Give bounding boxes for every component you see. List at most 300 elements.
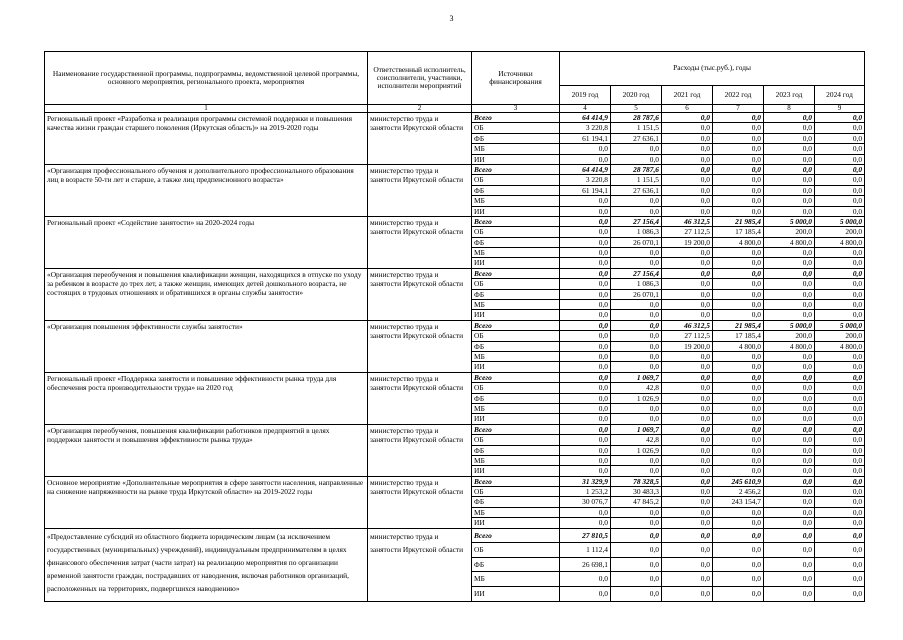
funding-source: ОБ [472, 487, 560, 497]
amount-cell: 0,0 [764, 196, 815, 206]
amount-cell: 0,0 [662, 300, 713, 310]
amount-cell: 0,0 [611, 341, 662, 351]
amount-cell: 0,0 [713, 164, 764, 174]
amount-cell: 0,0 [662, 587, 713, 602]
amount-cell: 0,0 [560, 331, 611, 341]
amount-cell: 0,0 [764, 133, 815, 143]
amount-cell: 0,0 [560, 362, 611, 372]
amount-cell: 17 185,4 [713, 227, 764, 237]
table-row [45, 320, 865, 330]
amount-cell: 0,0 [815, 310, 865, 320]
header-year: 2022 год [713, 86, 764, 105]
amount-cell: 17 185,4 [713, 331, 764, 341]
amount-cell: 46 312,5 [662, 320, 713, 330]
amount-cell: 0,0 [713, 435, 764, 445]
amount-cell: 47 845,2 [611, 497, 662, 507]
amount-cell: 0,0 [662, 557, 713, 572]
page-number: 3 [449, 14, 454, 23]
amount-cell: 0,0 [611, 154, 662, 164]
amount-cell: 0,0 [662, 543, 713, 558]
amount-cell: 0,0 [764, 289, 815, 299]
amount-cell: 5 000,0 [764, 216, 815, 226]
funding-source: ФБ [472, 393, 560, 403]
amount-cell: 0,0 [662, 133, 713, 143]
amount-cell: 0,0 [713, 185, 764, 195]
amount-cell: 0,0 [611, 572, 662, 587]
amount-cell: 0,0 [560, 289, 611, 299]
amount-cell: 0,0 [764, 300, 815, 310]
amount-cell: 0,0 [560, 383, 611, 393]
amount-cell: 0,0 [611, 455, 662, 465]
header-year: 2023 год [764, 86, 815, 105]
amount-cell: 1 253,2 [560, 487, 611, 497]
amount-cell: 0,0 [764, 424, 815, 434]
amount-cell: 200,0 [815, 331, 865, 341]
executor: министерство труда и занятости Иркутской области [368, 476, 472, 528]
amount-cell: 0,0 [713, 206, 764, 216]
amount-cell: 0,0 [815, 424, 865, 434]
funding-source: Всего [472, 113, 560, 123]
executor: министерство труда и занятости Иркутской области [368, 164, 472, 216]
amount-cell: 0,0 [815, 435, 865, 445]
amount-cell: 0,0 [713, 133, 764, 143]
amount-cell: 0,0 [815, 372, 865, 382]
amount-cell: 0,0 [713, 587, 764, 602]
amount-cell: 31 329,9 [560, 476, 611, 486]
header-year: 2024 год [815, 86, 865, 105]
amount-cell: 0,0 [662, 487, 713, 497]
amount-cell: 0,0 [815, 289, 865, 299]
amount-cell: 0,0 [560, 393, 611, 403]
funding-source: ОБ [472, 331, 560, 341]
funding-source: ОБ [472, 543, 560, 558]
amount-cell: 0,0 [662, 248, 713, 258]
funding-source: ИИ [472, 362, 560, 372]
program-name: Региональный проект «Поддержка занятости и повышение эффективности рынка труда для обеспечения роста производительности труда» на 2020 год [45, 372, 368, 424]
amount-cell: 0,0 [764, 383, 815, 393]
amount-cell: 0,0 [611, 310, 662, 320]
amount-cell: 0,0 [815, 133, 865, 143]
amount-cell: 2 456,2 [713, 487, 764, 497]
amount-cell: 0,0 [764, 435, 815, 445]
amount-cell: 26 070,1 [611, 289, 662, 299]
amount-cell: 0,0 [764, 557, 815, 572]
amount-cell: 0,0 [560, 237, 611, 247]
amount-cell: 0,0 [815, 587, 865, 602]
amount-cell: 0,0 [560, 320, 611, 330]
amount-cell: 0,0 [764, 543, 815, 558]
amount-cell: 0,0 [815, 445, 865, 455]
amount-cell: 0,0 [815, 403, 865, 413]
amount-cell: 0,0 [611, 466, 662, 476]
amount-cell: 28 787,6 [611, 164, 662, 174]
amount-cell: 0,0 [662, 476, 713, 486]
amount-cell: 26 070,1 [611, 237, 662, 247]
header-year: 2019 год [560, 86, 611, 105]
amount-cell: 0,0 [815, 279, 865, 289]
funding-source: ФБ [472, 133, 560, 143]
amount-cell: 1 026,9 [611, 393, 662, 403]
amount-cell: 0,0 [713, 144, 764, 154]
amount-cell: 0,0 [815, 572, 865, 587]
amount-cell: 4 800,0 [815, 341, 865, 351]
amount-cell: 0,0 [815, 507, 865, 517]
amount-cell: 0,0 [713, 383, 764, 393]
amount-cell: 0,0 [713, 372, 764, 382]
amount-cell: 245 610,9 [713, 476, 764, 486]
amount-cell: 0,0 [560, 466, 611, 476]
column-number: 1 [45, 105, 368, 113]
amount-cell: 0,0 [815, 300, 865, 310]
amount-cell: 0,0 [713, 248, 764, 258]
table-row [45, 164, 865, 174]
program-name: «Организация профессионального обучения и дополнительного профессионального образования лиц в возрасте 50-ти лет и старше, а также лиц предпенсионного возраста» [45, 164, 368, 216]
amount-cell: 0,0 [764, 268, 815, 278]
executor: министерство труда и занятости Иркутской области [368, 424, 472, 476]
amount-cell: 0,0 [611, 543, 662, 558]
amount-cell: 0,0 [764, 518, 815, 528]
amount-cell: 0,0 [611, 518, 662, 528]
amount-cell: 0,0 [815, 414, 865, 424]
funding-source: МБ [472, 455, 560, 465]
amount-cell: 0,0 [611, 362, 662, 372]
amount-cell: 0,0 [662, 268, 713, 278]
funding-source: ОБ [472, 123, 560, 133]
amount-cell: 0,0 [713, 518, 764, 528]
column-number: 4 [560, 105, 611, 113]
amount-cell: 0,0 [560, 300, 611, 310]
funding-source: ФБ [472, 445, 560, 455]
amount-cell: 0,0 [662, 258, 713, 268]
amount-cell: 0,0 [662, 372, 713, 382]
funding-source: МБ [472, 403, 560, 413]
amount-cell: 4 800,0 [713, 237, 764, 247]
amount-cell: 0,0 [713, 403, 764, 413]
amount-cell: 27 156,4 [611, 268, 662, 278]
amount-cell: 0,0 [662, 175, 713, 185]
amount-cell: 0,0 [815, 258, 865, 268]
amount-cell: 0,0 [662, 383, 713, 393]
amount-cell: 30 483,3 [611, 487, 662, 497]
funding-source: Всего [472, 268, 560, 278]
amount-cell: 0,0 [713, 113, 764, 123]
funding-source: Всего [472, 528, 560, 543]
amount-cell: 19 200,0 [662, 341, 713, 351]
amount-cell: 0,0 [713, 258, 764, 268]
amount-cell: 0,0 [815, 113, 865, 123]
amount-cell: 0,0 [611, 414, 662, 424]
amount-cell: 0,0 [560, 310, 611, 320]
amount-cell: 0,0 [560, 206, 611, 216]
amount-cell: 200,0 [764, 331, 815, 341]
amount-cell: 0,0 [764, 258, 815, 268]
amount-cell: 0,0 [764, 113, 815, 123]
amount-cell: 0,0 [764, 164, 815, 174]
amount-cell: 21 985,4 [713, 216, 764, 226]
amount-cell: 0,0 [662, 144, 713, 154]
amount-cell: 0,0 [764, 445, 815, 455]
executor: министерство труда и занятости Иркутской области [368, 320, 472, 372]
table-row [45, 268, 865, 278]
funding-source: МБ [472, 507, 560, 517]
executor: министерство труда и занятости Иркутской области [368, 268, 472, 320]
amount-cell: 243 154,7 [713, 497, 764, 507]
amount-cell: 0,0 [560, 572, 611, 587]
amount-cell: 1 112,4 [560, 543, 611, 558]
amount-cell: 0,0 [662, 414, 713, 424]
funding-source: ФБ [472, 497, 560, 507]
funding-source: ОБ [472, 383, 560, 393]
amount-cell: 0,0 [560, 279, 611, 289]
amount-cell: 1 151,5 [611, 123, 662, 133]
program-name: Основное мероприятие «Дополнительные мероприятия в сфере занятости населения, направленные на снижение напряженности на рынке труда Иркутской области» на 2019-2022 годы [45, 476, 368, 528]
amount-cell: 0,0 [662, 362, 713, 372]
amount-cell: 0,0 [713, 310, 764, 320]
funding-source: Всего [472, 216, 560, 226]
amount-cell: 0,0 [560, 518, 611, 528]
amount-cell: 0,0 [611, 331, 662, 341]
amount-cell: 64 414,9 [560, 113, 611, 123]
amount-cell: 0,0 [713, 393, 764, 403]
program-name: «Организация переобучения и повышения квалификации женщин, находящихся в отпуске по уходу за ребенком в возрасте до трех лет, а также женщин, имеющих детей дошкольного возраста, не состоящих в трудовых отношениях и обратившихся в органы службы занятости» [45, 268, 368, 320]
funding-source: ИИ [472, 587, 560, 602]
amount-cell: 0,0 [764, 507, 815, 517]
funding-source: ИИ [472, 258, 560, 268]
amount-cell: 27 112,5 [662, 227, 713, 237]
amount-cell: 0,0 [815, 557, 865, 572]
amount-cell: 0,0 [713, 557, 764, 572]
amount-cell: 0,0 [815, 362, 865, 372]
amount-cell: 0,0 [764, 362, 815, 372]
amount-cell: 0,0 [815, 123, 865, 133]
amount-cell: 0,0 [764, 455, 815, 465]
amount-cell: 0,0 [764, 403, 815, 413]
amount-cell: 0,0 [764, 393, 815, 403]
amount-cell: 46 312,5 [662, 216, 713, 226]
amount-cell: 19 200,0 [662, 237, 713, 247]
amount-cell: 0,0 [662, 572, 713, 587]
amount-cell: 64 414,9 [560, 164, 611, 174]
amount-cell: 0,0 [764, 206, 815, 216]
amount-cell: 0,0 [662, 310, 713, 320]
amount-cell: 61 194,1 [560, 185, 611, 195]
amount-cell: 21 985,4 [713, 320, 764, 330]
amount-cell: 0,0 [611, 300, 662, 310]
column-number: 9 [815, 105, 865, 113]
amount-cell: 0,0 [662, 528, 713, 543]
amount-cell: 0,0 [815, 144, 865, 154]
amount-cell: 0,0 [713, 123, 764, 133]
amount-cell: 0,0 [713, 196, 764, 206]
amount-cell: 0,0 [815, 543, 865, 558]
amount-cell: 0,0 [815, 175, 865, 185]
amount-cell: 0,0 [560, 587, 611, 602]
amount-cell: 0,0 [560, 144, 611, 154]
funding-source: Всего [472, 320, 560, 330]
amount-cell: 5 000,0 [764, 320, 815, 330]
amount-cell: 0,0 [815, 268, 865, 278]
amount-cell: 0,0 [815, 206, 865, 216]
amount-cell: 0,0 [662, 507, 713, 517]
funding-source: ОБ [472, 435, 560, 445]
header-year: 2020 год [611, 86, 662, 105]
funding-source: ФБ [472, 185, 560, 195]
amount-cell: 30 076,7 [560, 497, 611, 507]
amount-cell: 0,0 [560, 258, 611, 268]
amount-cell: 0,0 [662, 123, 713, 133]
amount-cell: 0,0 [764, 144, 815, 154]
program-name: «Организация переобучения, повышения квалификации работников предприятий в целях поддержки занятости и повышения эффективности рынка труда» [45, 424, 368, 476]
funding-source: ФБ [472, 289, 560, 299]
table-row [45, 528, 865, 543]
amount-cell: 0,0 [560, 248, 611, 258]
amount-cell: 0,0 [611, 528, 662, 543]
table-row [45, 424, 865, 434]
amount-cell: 5 000,0 [815, 216, 865, 226]
funding-source: Всего [472, 424, 560, 434]
program-name: «Предоставление субсидий из областного бюджета юридическим лицам (за исключением государственных (муниципальных) учреждений), индивидуальным предпринимателям в целях финансового обеспечения затрат (части затрат) на реализацию мероприятия по организации временной занятости граждан, пострадавших от наводнения, включая работников организаций, расположенных на территориях, подвергшихся наводнению» [45, 528, 368, 601]
amount-cell: 0,0 [611, 320, 662, 330]
amount-cell: 4 800,0 [764, 341, 815, 351]
amount-cell: 0,0 [560, 341, 611, 351]
amount-cell: 0,0 [611, 248, 662, 258]
amount-cell: 0,0 [662, 185, 713, 195]
amount-cell: 0,0 [662, 206, 713, 216]
amount-cell: 0,0 [815, 528, 865, 543]
amount-cell: 1 086,3 [611, 227, 662, 237]
funding-source: ИИ [472, 154, 560, 164]
header-source: Источники финансирования [472, 52, 560, 105]
amount-cell: 27 636,1 [611, 185, 662, 195]
funding-source: Всего [472, 476, 560, 486]
amount-cell: 0,0 [662, 393, 713, 403]
amount-cell: 0,0 [611, 144, 662, 154]
amount-cell: 0,0 [662, 154, 713, 164]
amount-cell: 4 800,0 [713, 341, 764, 351]
amount-cell: 0,0 [764, 587, 815, 602]
amount-cell: 0,0 [713, 466, 764, 476]
amount-cell: 0,0 [662, 279, 713, 289]
executor: министерство труда и занятости Иркутской области [368, 528, 472, 601]
header-executor: Ответственный исполнитель, соисполнители, участники, исполнители мероприятий [368, 52, 472, 105]
amount-cell: 0,0 [764, 476, 815, 486]
amount-cell: 0,0 [764, 572, 815, 587]
amount-cell: 0,0 [611, 196, 662, 206]
amount-cell: 3 220,8 [560, 123, 611, 133]
amount-cell: 0,0 [560, 414, 611, 424]
amount-cell: 42,8 [611, 383, 662, 393]
amount-cell: 1 069,7 [611, 372, 662, 382]
amount-cell: 0,0 [764, 528, 815, 543]
amount-cell: 0,0 [764, 351, 815, 361]
amount-cell: 0,0 [560, 445, 611, 455]
amount-cell: 0,0 [764, 497, 815, 507]
amount-cell: 0,0 [560, 154, 611, 164]
funding-source: Всего [472, 372, 560, 382]
amount-cell: 0,0 [713, 507, 764, 517]
amount-cell: 0,0 [662, 445, 713, 455]
amount-cell: 0,0 [713, 455, 764, 465]
executor: министерство труда и занятости Иркутской области [368, 372, 472, 424]
amount-cell: 0,0 [611, 557, 662, 572]
amount-cell: 0,0 [764, 248, 815, 258]
amount-cell: 0,0 [611, 507, 662, 517]
table-row [45, 216, 865, 226]
amount-cell: 0,0 [713, 543, 764, 558]
column-number: 8 [764, 105, 815, 113]
table-row [45, 113, 865, 123]
amount-cell: 0,0 [764, 414, 815, 424]
funding-source: ФБ [472, 557, 560, 572]
amount-cell: 200,0 [815, 227, 865, 237]
amount-cell: 0,0 [764, 154, 815, 164]
amount-cell: 0,0 [662, 424, 713, 434]
executor: министерство труда и занятости Иркутской области [368, 216, 472, 268]
amount-cell: 0,0 [815, 393, 865, 403]
amount-cell: 0,0 [815, 466, 865, 476]
funding-source: МБ [472, 144, 560, 154]
amount-cell: 0,0 [764, 123, 815, 133]
amount-cell: 0,0 [815, 455, 865, 465]
amount-cell: 0,0 [662, 164, 713, 174]
column-number: 3 [472, 105, 560, 113]
amount-cell: 0,0 [713, 445, 764, 455]
funding-source: ОБ [472, 227, 560, 237]
amount-cell: 0,0 [815, 476, 865, 486]
amount-cell: 0,0 [764, 185, 815, 195]
amount-cell: 0,0 [560, 196, 611, 206]
amount-cell: 0,0 [662, 196, 713, 206]
column-number: 5 [611, 105, 662, 113]
amount-cell: 0,0 [713, 279, 764, 289]
amount-cell: 0,0 [713, 300, 764, 310]
amount-cell: 0,0 [713, 289, 764, 299]
amount-cell: 0,0 [713, 414, 764, 424]
amount-cell: 0,0 [713, 351, 764, 361]
executor: министерство труда и занятости Иркутской области [368, 113, 472, 165]
amount-cell: 0,0 [815, 487, 865, 497]
amount-cell: 200,0 [764, 227, 815, 237]
amount-cell: 0,0 [611, 587, 662, 602]
amount-cell: 0,0 [560, 507, 611, 517]
amount-cell: 0,0 [815, 154, 865, 164]
amount-cell: 0,0 [611, 258, 662, 268]
funding-source: ФБ [472, 237, 560, 247]
amount-cell: 0,0 [662, 466, 713, 476]
amount-cell: 1 069,7 [611, 424, 662, 434]
amount-cell: 0,0 [560, 424, 611, 434]
amount-cell: 1 086,3 [611, 279, 662, 289]
amount-cell: 0,0 [662, 113, 713, 123]
column-number: 2 [368, 105, 472, 113]
funding-source: МБ [472, 300, 560, 310]
amount-cell: 5 000,0 [815, 320, 865, 330]
amount-cell: 0,0 [815, 164, 865, 174]
amount-cell: 0,0 [662, 351, 713, 361]
amount-cell: 0,0 [713, 424, 764, 434]
funding-source: ИИ [472, 518, 560, 528]
amount-cell: 0,0 [611, 351, 662, 361]
amount-cell: 0,0 [764, 372, 815, 382]
amount-cell: 1 026,9 [611, 445, 662, 455]
amount-cell: 0,0 [764, 487, 815, 497]
amount-cell: 0,0 [764, 310, 815, 320]
program-name: Региональный проект «Разработка и реализация программы системной поддержки и повышения качества жизни граждан старшего поколения (Иркутская область)» на 2019-2020 годы [45, 113, 368, 165]
amount-cell: 0,0 [662, 435, 713, 445]
amount-cell: 28 787,6 [611, 113, 662, 123]
header-year: 2021 год [662, 86, 713, 105]
amount-cell: 78 328,5 [611, 476, 662, 486]
